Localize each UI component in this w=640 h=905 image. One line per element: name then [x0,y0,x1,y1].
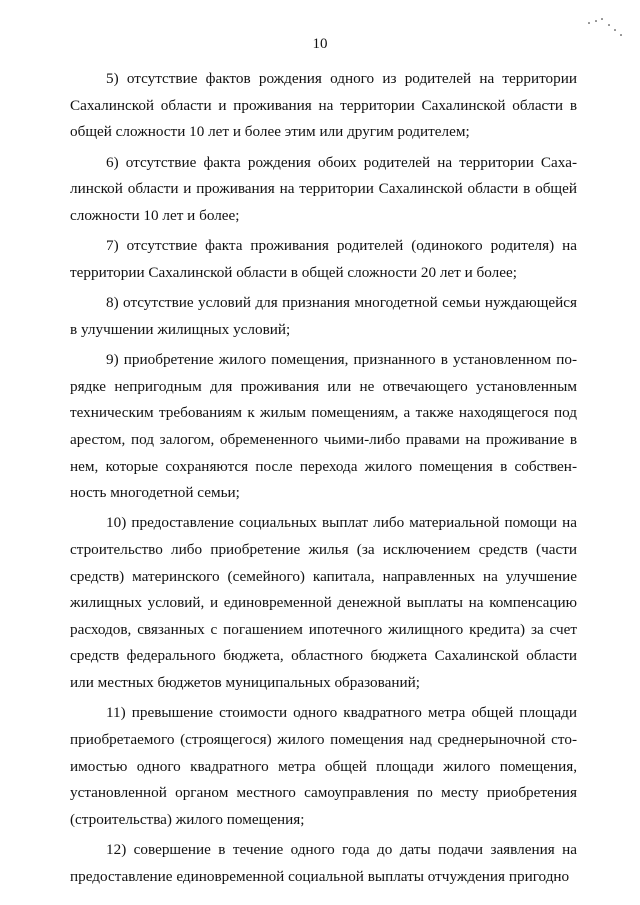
list-item-9: 9) приобретение жилого помещения, признанного в установленном порядке непригодным для проживания или не отвечающего установленным техническим требованиям к жилым помещениям, а также находящегося под арестом, под залогом, обремененного чьими-либо правами на проживание в нем, которые сохраняются после перехода жилого помещения в собственность многодетной семьи; [70,351,577,502]
list-item-5: 5) отсутствие фактов рождения одного из родителей на территории Сахалинской области и проживания на территории Сахалинской области в общей сложности 10 лет и более этим или другим родителем; [70,70,577,141]
page-number: 10 [312,36,328,52]
list-item-7: 7) отсутствие факта проживания родителей (одинокого родителя) на территории Сахалинской области в общей сложности 20 лет и более; [70,237,577,281]
list-item-8: 8) отсутствие условий для признания многодетной семьи нуждающейся в улучшении жилищных условий; [70,294,577,338]
document-body [70,66,577,894]
list-item-10: 10) предоставление социальных выплат либо материальной помощи на строительство либо приобретение жилья (за исключением средств (части средств) материнского (семейного) капитала, направленных на улучшение жилищных условий, и единовременной денежной выплаты на компенсацию расходов, связанных с погашением ипотечного жилищного кредита) за счет средств федерального бюджета, областного бюджета Сахалинской области или местных бюджетов муниципальных образований; [70,514,577,692]
list-item-6: 6) отсутствие факта рождения обоих родителей на территории Сахалинской области и проживания на территории Сахалинской области в общей сложности 10 лет и более; [70,153,577,224]
list-item-11: 11) превышение стоимости одного квадратного метра общей площади приобретаемого (строящегося) жилого помещения над среднерыночной стоимостью одного квадратного метра общей площади жилого помещения, установленной органом местного самоуправления по месту приобретения (строительства) жилого помещения; [70,704,577,828]
list-item-12: 12) совершение в течение одного года до даты подачи заявления на предоставление единовременной социальной выплаты отчуждения пригодно [70,841,577,885]
